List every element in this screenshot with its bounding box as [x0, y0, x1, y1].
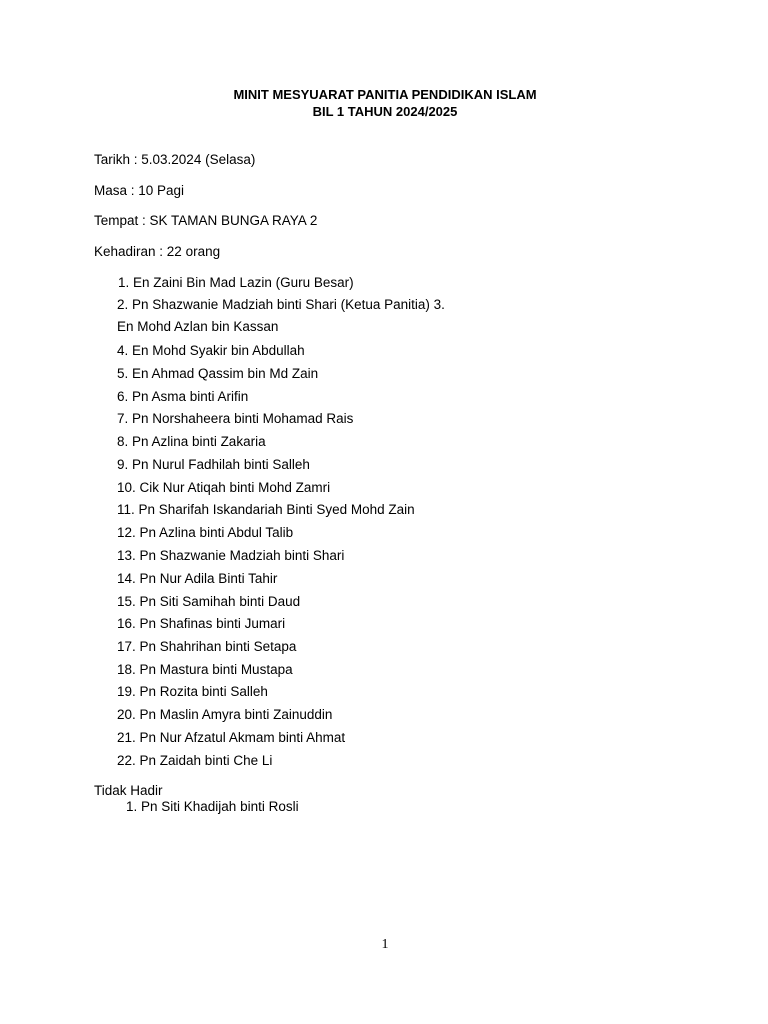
absent-heading: Tidak Hadir	[94, 783, 163, 798]
meeting-date: Tarikh : 5.03.2024 (Selasa)	[94, 152, 256, 167]
meeting-venue: Tempat : SK TAMAN BUNGA RAYA 2	[94, 213, 318, 228]
list-item: 19. Pn Rozita binti Salleh	[117, 684, 268, 699]
list-item: 22. Pn Zaidah binti Che Li	[117, 753, 273, 768]
list-item: 15. Pn Siti Samihah binti Daud	[117, 594, 301, 609]
list-item: 9. Pn Nurul Fadhilah binti Salleh	[117, 457, 310, 472]
page-number: 1	[381, 937, 389, 952]
list-item: 10. Cik Nur Atiqah binti Mohd Zamri	[117, 480, 331, 495]
list-item: 7. Pn Norshaheera binti Mohamad Rais	[117, 411, 354, 426]
list-item: 17. Pn Shahrihan binti Setapa	[117, 639, 297, 654]
list-item: 11. Pn Sharifah Iskandariah Binti Syed Mohd Zain	[117, 502, 415, 517]
list-item: 13. Pn Shazwanie Madziah binti Shari	[117, 548, 345, 563]
meeting-time: Masa : 10 Pagi	[94, 183, 185, 198]
list-item: En Mohd Azlan bin Kassan	[117, 319, 279, 334]
list-item: 12. Pn Azlina binti Abdul Talib	[117, 525, 294, 540]
list-item: 20. Pn Maslin Amyra binti Zainuddin	[117, 707, 333, 722]
list-item: 16. Pn Shafinas binti Jumari	[117, 616, 286, 631]
list-item: 2. Pn Shazwanie Madziah binti Shari (Ketua Panitia) 3.	[117, 297, 445, 312]
list-item: 14. Pn Nur Adila Binti Tahir	[117, 571, 278, 586]
list-item: 1. En Zaini Bin Mad Lazin (Guru Besar)	[118, 275, 354, 290]
list-item: 8. Pn Azlina binti Zakaria	[117, 434, 266, 449]
list-item: 18. Pn Mastura binti Mustapa	[117, 662, 293, 677]
list-item: 21. Pn Nur Afzatul Akmam binti Ahmat	[117, 730, 346, 745]
document-subtitle: BIL 1 TAHUN 2024/2025	[312, 104, 458, 119]
list-item: 4. En Mohd Syakir bin Abdullah	[117, 343, 305, 358]
absent-list-item: 1. Pn Siti Khadijah binti Rosli	[126, 799, 299, 814]
meeting-attendance: Kehadiran : 22 orang	[94, 244, 221, 259]
list-item: 5. En Ahmad Qassim bin Md Zain	[117, 366, 319, 381]
document-title: MINIT MESYUARAT PANITIA PENDIDIKAN ISLAM	[233, 87, 537, 102]
list-item: 6. Pn Asma binti Arifin	[117, 389, 249, 404]
